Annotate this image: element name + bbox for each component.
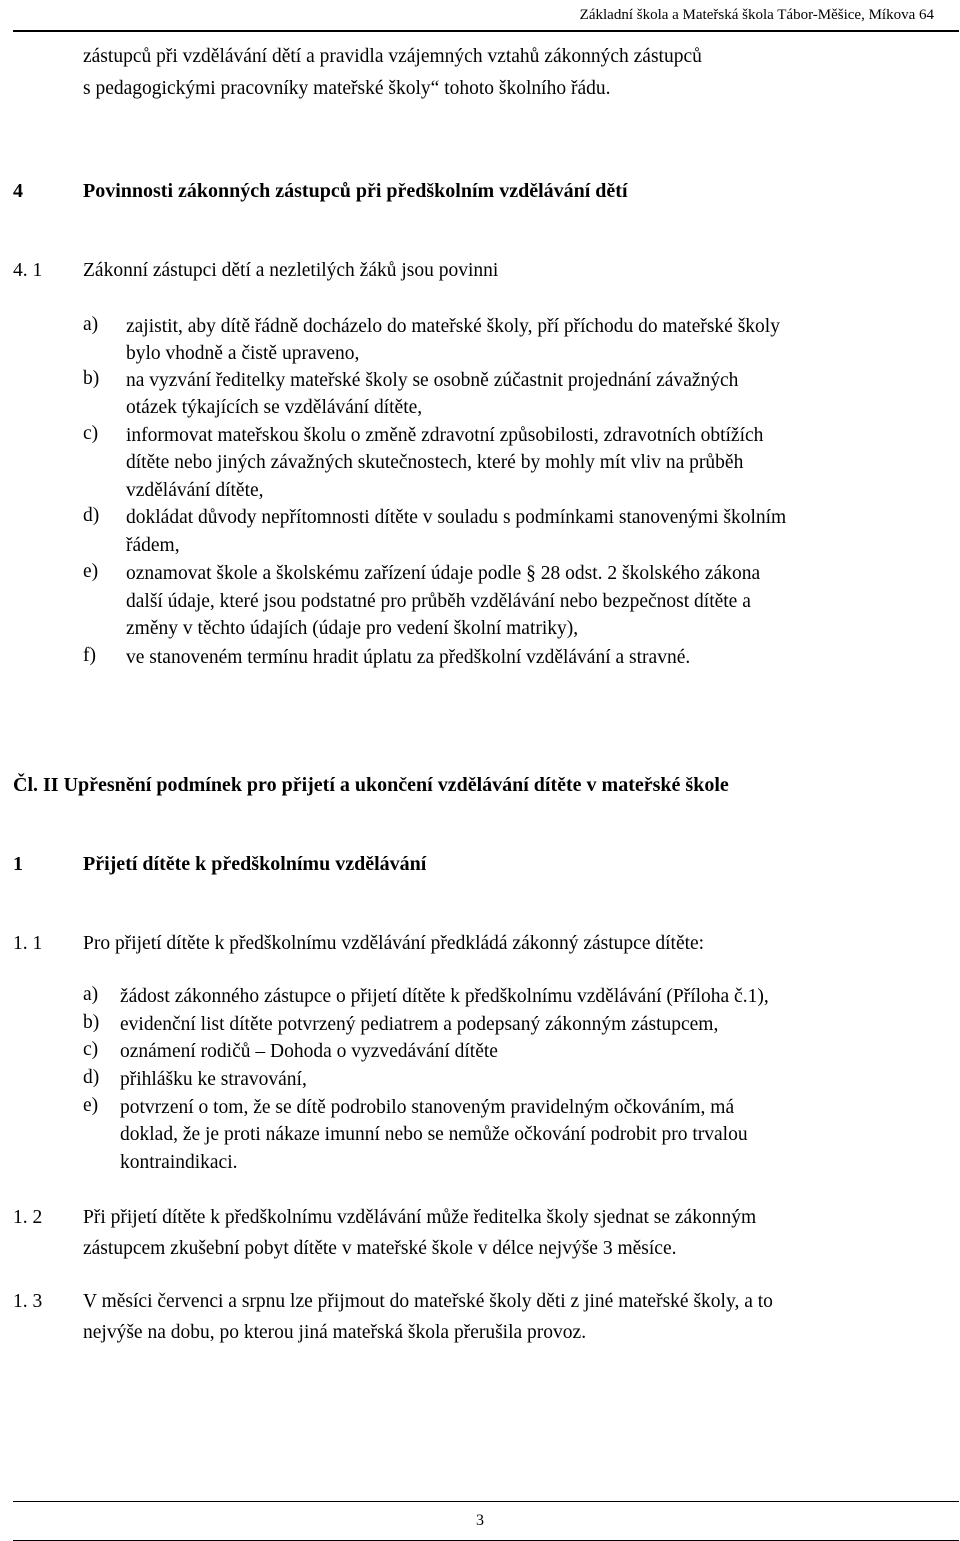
header-rule [13, 30, 959, 32]
list-item-label: a) [83, 314, 99, 335]
list-item-label: d) [83, 505, 100, 526]
list-item-text: zajistit, aby dítě řádně docházelo do mateřské školy, pří příchodu do mateřské školy [126, 316, 780, 337]
list-item-label: a) [83, 984, 99, 1005]
list-item-text: vzdělávání dítěte, [126, 480, 264, 501]
list-item-label: e) [83, 561, 99, 582]
list-item-text: další údaje, které jsou podstatné pro průběh vzdělávání nebo bezpečnost dítěte a [126, 591, 751, 612]
list-item-text: přihlášku ke stravování, [120, 1069, 307, 1090]
paragraph-1-2-text: zástupcem zkušební pobyt dítěte v mateřské škole v délce nejvýše 3 měsíce. [83, 1238, 677, 1259]
subsection-4-1-title: Zákonní zástupci dětí a nezletilých žáků jsou povinni [83, 260, 499, 281]
footer-rule [13, 1501, 959, 1502]
list-item-text: oznamovat škole a školskému zařízení údaje podle § 28 odst. 2 školského zákona [126, 563, 761, 584]
section-4-number: 4 [13, 180, 23, 202]
subsection-4-1-number: 4. 1 [13, 260, 43, 281]
chapter-2-title: Čl. II Upřesnění podmínek pro přijetí a ukončení vzdělávání dítěte v mateřské škole [13, 774, 729, 796]
page-number: 3 [476, 1512, 484, 1529]
intro-line-2: s pedagogickými pracovníky mateřské školy“ tohoto školního řádu. [83, 78, 611, 99]
list-item-text: evidenční list dítěte potvrzený pediatrem a podepsaný zákonným zástupcem, [120, 1014, 719, 1035]
intro-line-1: zástupců při vzdělávání dětí a pravidla vzájemných vztahů zákonných zástupců [83, 46, 702, 67]
list-item-label: c) [83, 423, 99, 444]
paragraph-1-1-text: Pro přijetí dítěte k předškolnímu vzdělávání předkládá zákonný zástupce dítěte: [83, 933, 705, 954]
list-item-text: řádem, [126, 535, 180, 556]
paragraph-1-2-text: Při přijetí dítěte k předškolnímu vzdělávání může ředitelka školy sjednat se zákonným [83, 1207, 757, 1228]
list-item-text: změny v těchto údajích (údaje pro vedení školní matriky), [126, 618, 579, 639]
list-item-label: c) [83, 1039, 99, 1060]
list-item-label: b) [83, 1012, 100, 1033]
list-item-text: otázek týkajících se vzdělávání dítěte, [126, 397, 423, 418]
paragraph-1-3-text: V měsíci červenci a srpnu lze přijmout do mateřské školy děti z jiné mateřské školy, a to [83, 1291, 773, 1312]
section-4-title: Povinnosti zákonných zástupců při předškolním vzdělávání dětí [83, 180, 628, 202]
list-item-label: f) [83, 645, 96, 666]
paragraph-1-2-number: 1. 2 [13, 1207, 43, 1228]
list-item-label: d) [83, 1067, 100, 1088]
list-item-text: dokládat důvody nepřítomnosti dítěte v souladu s podmínkami stanovenými školním [126, 507, 787, 528]
list-item-text: potvrzení o tom, že se dítě podrobilo stanoveným pravidelným očkováním, má [120, 1097, 735, 1118]
list-item-text: doklad, že je proti nákaze imunní nebo se nemůže očkování podrobit pro trvalou [120, 1124, 748, 1145]
paragraph-1-1-number: 1. 1 [13, 933, 43, 954]
list-item-text: na vyzvání ředitelky mateřské školy se osobně zúčastnit projednání závažných [126, 370, 739, 391]
paragraph-1-3-text: nejvýše na dobu, po kterou jiná mateřská škola přerušila provoz. [83, 1322, 587, 1343]
list-item-text: dítěte nebo jiných závažných skutečnostech, které by mohly mít vliv na průběh [126, 452, 744, 473]
paragraph-1-3-number: 1. 3 [13, 1291, 43, 1312]
list-item-text: žádost zákonného zástupce o přijetí dítěte k předškolnímu vzdělávání (Příloha č.1), [120, 986, 769, 1007]
list-item-label: b) [83, 368, 100, 389]
list-item-text: ve stanoveném termínu hradit úplatu za předškolní vzdělávání a stravné. [126, 647, 691, 668]
list-item-text: bylo vhodně a čistě upraveno, [126, 343, 360, 364]
section-1-title: Přijetí dítěte k předškolnímu vzdělávání [83, 853, 427, 875]
page-header: Základní škola a Mateřská škola Tábor-Měšice, Míkova 64 [579, 7, 934, 23]
list-item-text: oznámení rodičů – Dohoda o vyzvedávání dítěte [120, 1041, 498, 1062]
list-item-text: informovat mateřskou školu o změně zdravotní způsobilosti, zdravotních obtížích [126, 425, 764, 446]
list-item-text: kontraindikaci. [120, 1152, 238, 1173]
list-item-label: e) [83, 1095, 99, 1116]
section-1-number: 1 [13, 853, 23, 875]
